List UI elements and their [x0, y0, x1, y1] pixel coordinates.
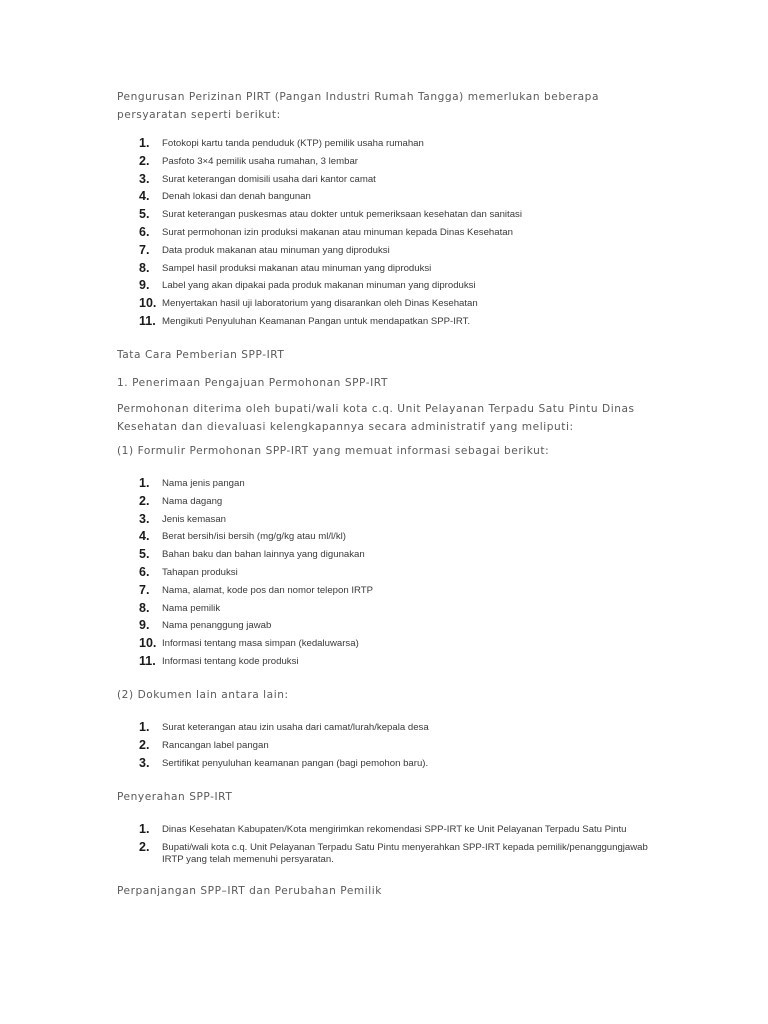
- list-item-text: Tahapan produksi: [162, 566, 238, 578]
- heading-penyerahan: Penyerahan SPP-IRT: [117, 791, 233, 803]
- penyerahan-list: [139, 821, 679, 869]
- list-item: [139, 821, 679, 839]
- list-item: [139, 242, 679, 260]
- list-item: [139, 617, 679, 635]
- list-item: [139, 737, 679, 755]
- paragraph-permohonan: Permohonan diterima oleh bupati/wali kota c.q. Unit Pelayanan Terpadu Satu Pintu Dinas Kesehatan dan dievaluasi kelengkapannya secara administratif yang meliputi:: [117, 403, 635, 433]
- list-item-text: Mengikuti Penyuluhan Keamanan Pangan untuk mendapatkan SPP-IRT.: [162, 315, 471, 327]
- list-item-text: Dinas Kesehatan Kabupaten/Kota mengirimkan rekomendasi SPP-IRT ke Unit Pelayanan Terpadu Satu Pintu: [162, 824, 627, 835]
- list-item-text: Nama dagang: [162, 495, 223, 507]
- list-item-text: Denah lokasi dan denah bangunan: [162, 191, 311, 203]
- list-item: [139, 839, 679, 869]
- list-number: 7.: [139, 242, 150, 257]
- list-item: [139, 582, 679, 600]
- list-item-text: Surat keterangan domisili usaha dari kantor camat: [162, 173, 376, 185]
- list-number: 2.: [139, 153, 150, 168]
- list-number: 11.: [139, 313, 156, 328]
- list-item: [139, 277, 679, 295]
- list-item-text: Informasi tentang masa simpan (kedaluwarsa): [162, 638, 359, 650]
- list-item: [139, 313, 679, 331]
- list-item-text: Berat bersih/isi bersih (mg/g/kg atau ml/l/kl): [162, 531, 346, 543]
- formulir-list: [139, 475, 679, 671]
- list-number: 11.: [139, 653, 156, 668]
- list-item: [139, 528, 679, 546]
- list-item-text: Label yang akan dipakai pada produk makanan minuman yang diproduksi: [162, 280, 476, 292]
- list-item-text: Bupati/wali kota c.q. Unit Pelayanan Terpadu Satu Pintu menyerahkan SPP-IRT kepada pemilik/penanggungjawab IRTP yang telah memenuhi persyaratan.: [162, 841, 648, 865]
- list-number: 8.: [139, 260, 150, 275]
- list-number: 2.: [139, 839, 150, 854]
- intro-paragraph: Pengurusan Perizinan PIRT (Pangan Industri Rumah Tangga) memerlukan beberapa persyaratan seperti berikut:: [117, 91, 599, 121]
- list-item: [139, 153, 679, 171]
- requirements-list: [139, 135, 679, 331]
- list-number: 5.: [139, 207, 150, 222]
- list-item: [139, 475, 679, 493]
- list-number: 1.: [139, 476, 150, 490]
- list-item: [139, 653, 679, 671]
- heading-formulir: (1) Formulir Permohonan SPP-IRT yang memuat informasi sebagai berikut:: [117, 445, 550, 457]
- list-number: 6.: [139, 564, 150, 579]
- list-item: [139, 600, 679, 618]
- list-number: 3.: [139, 511, 150, 526]
- list-number: 1.: [139, 720, 150, 734]
- list-number: 1.: [139, 136, 150, 150]
- list-number: 6.: [139, 224, 150, 239]
- list-item-text: Sampel hasil produksi makanan atau minuman yang diproduksi: [162, 262, 432, 274]
- dokumen-list: [139, 719, 679, 772]
- list-number: 7.: [139, 582, 150, 597]
- list-item-text: Bahan baku dan bahan lainnya yang digunakan: [162, 549, 365, 561]
- list-number: 2.: [139, 737, 150, 752]
- list-item: [139, 719, 679, 737]
- list-item: [139, 493, 679, 511]
- list-number: 10.: [139, 636, 157, 651]
- list-item: [139, 511, 679, 529]
- list-number: 3.: [139, 755, 150, 770]
- list-item-text: Nama penanggung jawab: [162, 620, 272, 632]
- list-item-text: Fotokopi kartu tanda penduduk (KTP) pemilik usaha rumahan: [162, 138, 424, 149]
- list-item: [139, 206, 679, 224]
- list-item: [139, 635, 679, 653]
- list-number: 9.: [139, 618, 150, 633]
- heading-tata-cara: Tata Cara Pemberian SPP-IRT: [117, 349, 285, 361]
- list-item-text: Surat keterangan atau izin usaha dari camat/lurah/kepala desa: [162, 722, 429, 733]
- list-number: 4.: [139, 529, 150, 544]
- list-item-text: Nama jenis pangan: [162, 478, 245, 489]
- list-number: 1.: [139, 822, 150, 836]
- list-item-text: Pasfoto 3×4 pemilik usaha rumahan, 3 lembar: [162, 155, 358, 167]
- list-item-text: Sertifikat penyuluhan keamanan pangan (bagi pemohon baru).: [162, 757, 429, 769]
- list-number: 2.: [139, 493, 150, 508]
- list-number: 4.: [139, 189, 150, 204]
- list-item-text: Nama pemilik: [162, 602, 221, 614]
- list-number: 8.: [139, 600, 150, 615]
- heading-dokumen: (2) Dokumen lain antara lain:: [117, 689, 289, 701]
- list-item: [139, 755, 679, 773]
- list-item-text: Data produk makanan atau minuman yang diproduksi: [162, 244, 390, 256]
- list-item-text: Nama, alamat, kode pos dan nomor telepon IRTP: [162, 584, 374, 596]
- list-item: [139, 295, 679, 313]
- list-item-text: Menyertakan hasil uji laboratorium yang disarankan oleh Dinas Kesehatan: [162, 298, 478, 310]
- list-number: 10.: [139, 296, 157, 311]
- list-item: [139, 224, 679, 242]
- list-number: 5.: [139, 547, 150, 562]
- list-number: 9.: [139, 278, 150, 293]
- list-item-text: Rancangan label pangan: [162, 739, 269, 751]
- list-item: [139, 564, 679, 582]
- heading-perpanjangan: Perpanjangan SPP–IRT dan Perubahan Pemilik: [117, 885, 382, 897]
- list-item: [139, 546, 679, 564]
- list-item-text: Surat permohonan izin produksi makanan atau minuman kepada Dinas Kesehatan: [162, 226, 513, 238]
- list-number: 3.: [139, 171, 150, 186]
- heading-penerimaan: 1. Penerimaan Pengajuan Permohonan SPP-IRT: [117, 377, 388, 389]
- list-item: [139, 135, 679, 153]
- list-item-text: Informasi tentang kode produksi: [162, 655, 299, 667]
- list-item: [139, 171, 679, 189]
- list-item: [139, 188, 679, 206]
- list-item-text: Jenis kemasan: [162, 513, 226, 525]
- list-item: [139, 260, 679, 278]
- list-item-text: Surat keterangan puskesmas atau dokter untuk pemeriksaan kesehatan dan sanitasi: [162, 209, 522, 221]
